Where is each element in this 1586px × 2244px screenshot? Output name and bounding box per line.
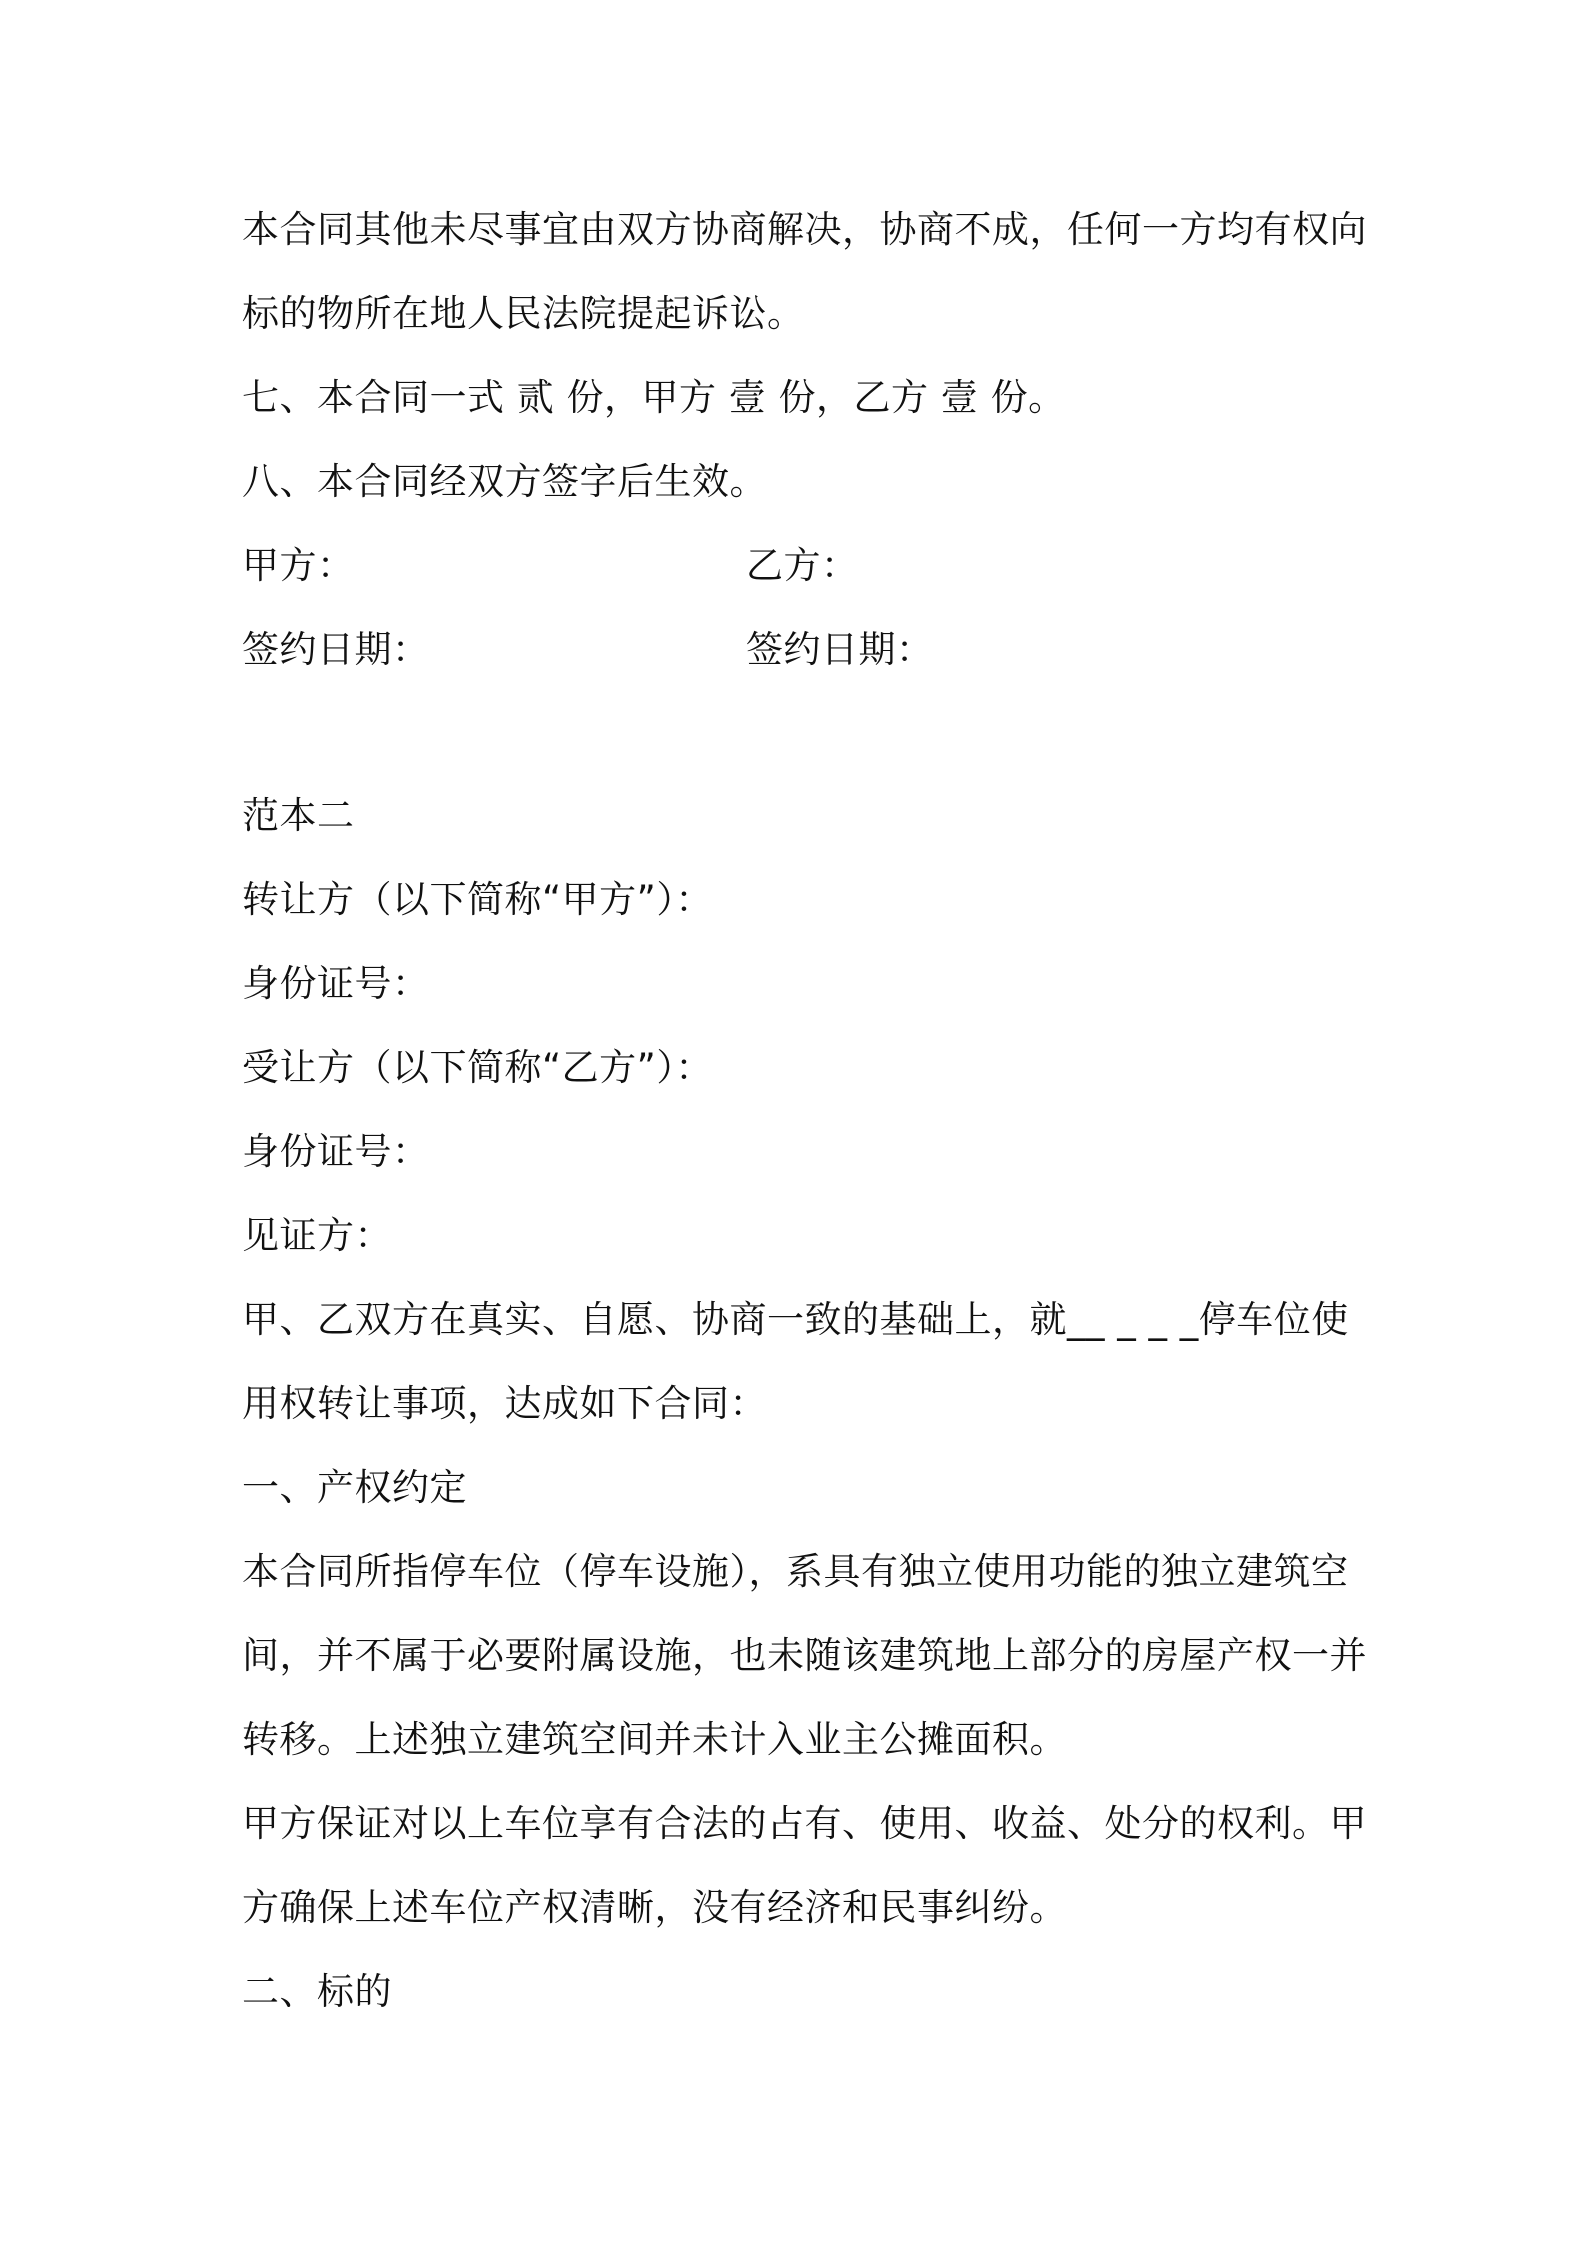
section-one-paragraph-line: 间，并不属于必要附属设施，也未随该建筑地上部分的房屋产权一并 (242, 1634, 1367, 1677)
party-a-signature-label: 甲方： (242, 544, 355, 587)
section-one-title: 一、产权约定 (242, 1466, 467, 1509)
party-a-date-label: 签约日期： (242, 628, 430, 671)
section-one-paragraph-line: 方确保上述车位产权清晰，没有经济和民事纠纷。 (242, 1886, 1067, 1929)
paragraph-line: 标的物所在地人民法院提起诉讼。 (242, 292, 805, 335)
paragraph-line: 本合同其他未尽事宜由双方协商解决，协商不成，任何一方均有权向 (242, 208, 1367, 251)
intro-line: 甲、乙双方在真实、自愿、协商一致的基础上，就__ _ _ _停车位使 (242, 1298, 1349, 1341)
id-number-b-line: 身份证号： (242, 1130, 430, 1173)
section-one-paragraph-line: 转移。上述独立建筑空间并未计入业主公摊面积。 (242, 1718, 1067, 1761)
party-b-signature-label: 乙方： (746, 544, 859, 587)
transferee-line: 受让方（以下简称“乙方”）： (242, 1046, 713, 1089)
party-b-date-label: 签约日期： (746, 628, 934, 671)
template-two-heading: 范本二 (242, 794, 355, 837)
clause-eight: 八、本合同经双方签字后生效。 (242, 460, 767, 503)
witness-line: 见证方： (242, 1214, 392, 1257)
section-one-paragraph-line: 甲方保证对以上车位享有合法的占有、使用、收益、处分的权利。甲 (242, 1802, 1367, 1845)
transferor-line: 转让方（以下简称“甲方”）： (242, 878, 713, 921)
clause-seven: 七、本合同一式 贰 份，甲方 壹 份，乙方 壹 份。 (242, 376, 1066, 419)
section-two-title: 二、标的 (242, 1970, 392, 2013)
intro-line: 用权转让事项，达成如下合同： (242, 1382, 767, 1425)
section-one-paragraph-line: 本合同所指停车位（停车设施），系具有独立使用功能的独立建筑空 (242, 1550, 1349, 1593)
id-number-a-line: 身份证号： (242, 962, 430, 1005)
